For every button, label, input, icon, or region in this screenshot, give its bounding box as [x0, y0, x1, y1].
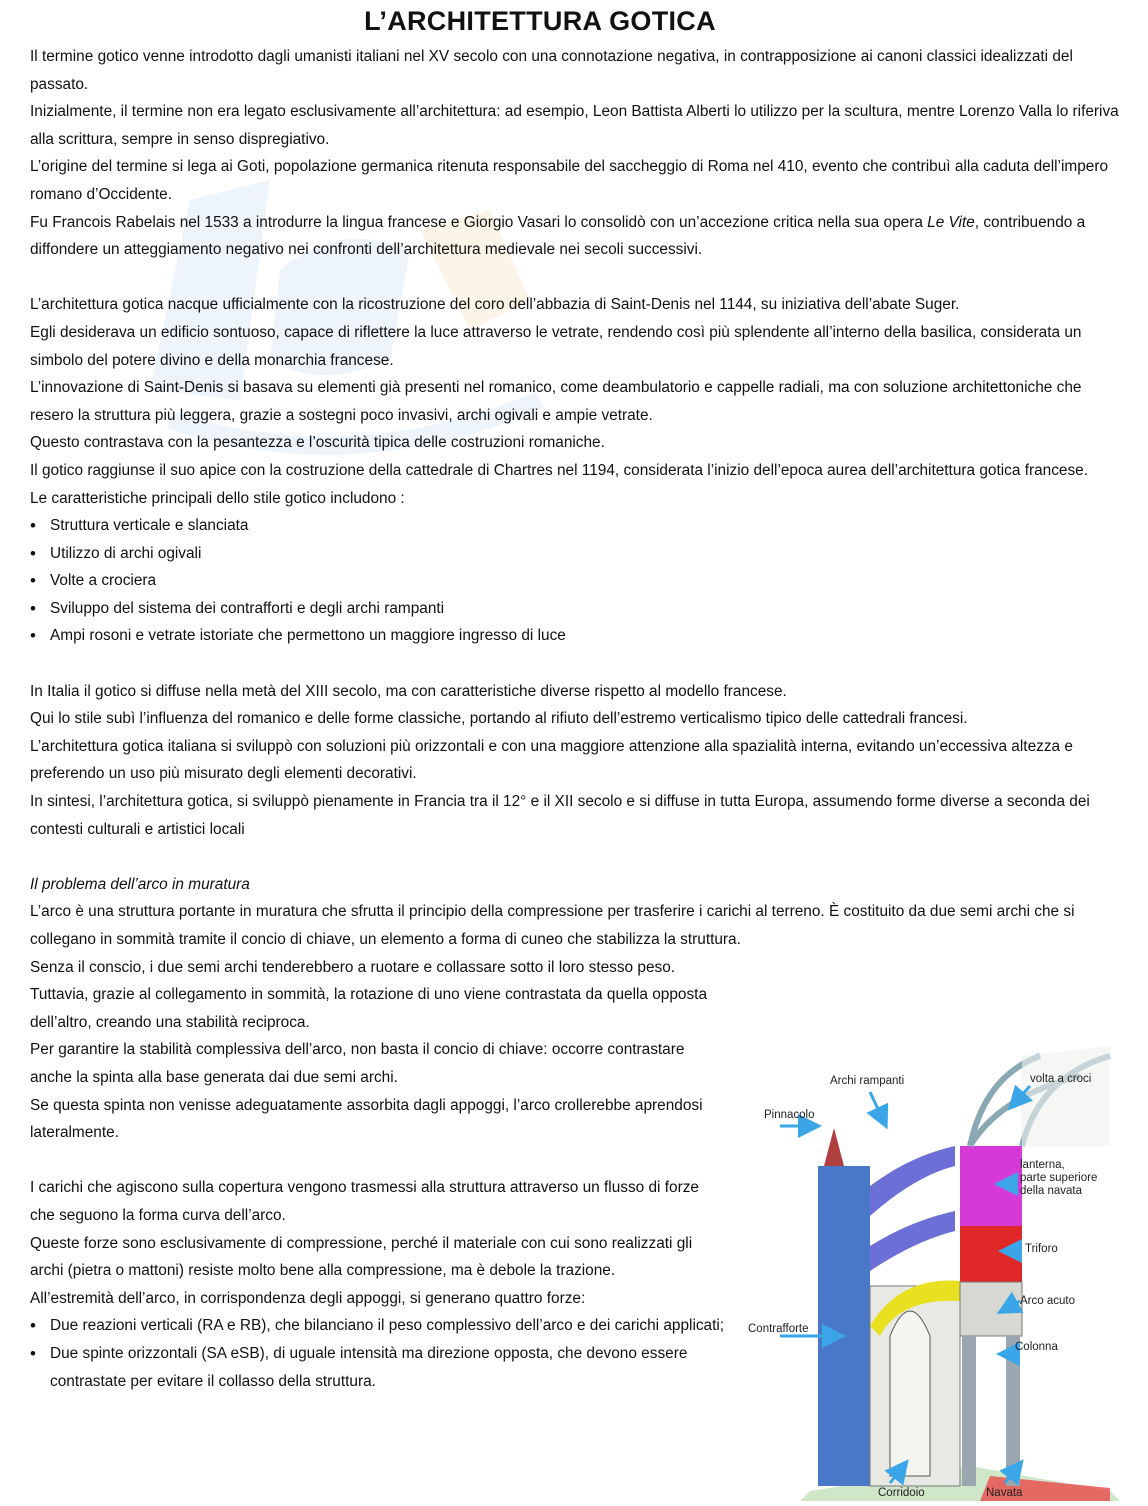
paragraph-arch-3: Tuttavia, grazie al collegamento in sommità, la rotazione di uno viene contrastata da quella opposta dell’altro, creando una stabilità reciproca.: [30, 986, 708, 1031]
label-pinnacolo: Pinnacolo: [764, 1109, 815, 1121]
section-heading-arch: Il problema dell’arco in muratura: [30, 875, 250, 893]
label-volta-a-croci: volta a croci: [1030, 1073, 1092, 1085]
paragraph-intro-3: L’origine del termine si lega ai Goti, popolazione germanica ritenuta responsabile del saccheggio di Roma nel 410, evento che contribuì alla caduta dell’impero romano d’Occidente.: [30, 158, 1108, 203]
label-lanterna-1: lanterna,: [1020, 1159, 1065, 1171]
label-archi-rampanti: Archi rampanti: [830, 1075, 905, 1087]
paragraph-italy-1: In Italia il gotico si diffuse nella metà del XIII secolo, ma con caratteristiche diverse rispetto al modello francese.: [30, 682, 787, 700]
label-navata: Navata: [986, 1487, 1023, 1499]
gothic-cathedral-diagram: [740, 1036, 1120, 1501]
list-item: • Volte a crociera: [50, 567, 1120, 595]
paragraph-arch-4: Per garantire la stabilità complessiva dell’arco, non basta il concio di chiave: occorre contrastare anche la spinta alla base generata dai due semi archi.: [30, 1041, 685, 1086]
label-lanterna-3: della navata: [1020, 1185, 1083, 1197]
paragraph-italy-3: L’architettura gotica italiana si sviluppò con soluzioni più orizzontali e con una maggiore attenzione alla spazialità interna, evitando un’eccessiva altezza e preferendo un uso più misurato degli elementi decorativi.: [30, 737, 1073, 783]
paragraph-origins-2: Egli desiderava un edificio sontuoso, capace di riflettere la luce attraverso le vetrate, rendendo così più splendente all’interno della basilica, considerata un simbolo del potere divino e della monarchia francese.: [30, 323, 1082, 369]
paragraph-origins-1: L’architettura gotica nacque ufficialmente con la ricostruzione del coro dell’abbazia di Saint-Denis nel 1144, su iniziativa dell’abate Suger.: [30, 296, 960, 314]
paragraph-origins-4: Questo contrastava con la pesantezza e l’oscurità tipica delle costruzioni romaniche.: [30, 434, 605, 452]
paragraph-arch-7: Queste forze sono esclusivamente di compressione, perché il materiale con cui sono realizzati gli archi (pietra o mattoni) resiste molto bene alla compressione, ma è debole la trazione.: [30, 1234, 693, 1280]
paragraph-arch-6: I carichi che agiscono sulla copertura vengono trasmessi alla struttura attraverso un flusso di forze che seguono la forma curva dell’arco.: [30, 1179, 699, 1224]
page-title: L’ARCHITETTURA GOTICA: [364, 6, 716, 36]
rabelais-text-after: , contribuendo a diffondere un atteggiamento negativo nei confronti dell’architettura medievale nei secoli successivi.: [30, 213, 1086, 259]
features-list: [30, 512, 1120, 650]
list-item: • Sviluppo del sistema dei contrafforti e degli archi rampanti: [50, 595, 1120, 623]
paragraph-rabelais: [30, 209, 1120, 264]
label-triforo: Triforo: [1025, 1243, 1058, 1255]
buttress-shape: [818, 1166, 870, 1486]
list-item: • Due spinte orizzontali (SA eSB), di uguale intensità ma direzione opposta, che devono essere contrastate per evitare il collasso della struttura.: [50, 1340, 730, 1395]
list-item: • Utilizzo di archi ogivali: [50, 540, 1120, 568]
label-lanterna-2: parte superiore: [1020, 1172, 1098, 1184]
label-contrafforte: Contrafforte: [748, 1323, 809, 1335]
paragraph-origins-6: Le caratteristiche principali dello stile gotico includono :: [30, 489, 405, 507]
lantern-shape: [960, 1146, 1022, 1226]
paragraph-arch-2: Senza il conscio, i due semi archi tenderebbero a ruotare e collassare sotto il loro stesso peso.: [30, 958, 676, 976]
paragraph-italy-4: In sintesi, l’architettura gotica, si sviluppò pienamente in Francia tra il 12° e il XII secolo e si diffuse in tutta Europa, assumendo forme diverse a seconda dei contesti culturali e artistici locali: [30, 793, 1090, 838]
work-title-le-vite: Le Vite: [927, 213, 975, 231]
label-corridoio: Corridoio: [878, 1487, 925, 1499]
paragraph-intro-1: Il termine gotico venne introdotto dagli umanisti italiani nel XV secolo con una connotazione negativa, in contrapposizione ai canoni classici idealizzati del passato.: [30, 48, 1073, 93]
triforium-shape: [960, 1226, 1022, 1282]
paragraph-origins-3: L’innovazione di Saint-Denis si basava su elementi già presenti nel romanico, come deambulatorio e cappelle radiali, ma con soluzione architettoniche che resero la struttura più leggera, grazie a sostegni poco invasivi, archi ogivali e ampie vetrate.: [30, 379, 1082, 424]
label-arco-acuto: Arco acuto: [1020, 1295, 1075, 1307]
paragraph-arch-1: L’arco è una struttura portante in muratura che sfrutta il principio della compressione per trasferire i carichi al terreno. È costituito da due semi archi che si collegano in sommità tramite il concio di chiave, un elemento a forma di cuneo che stabilizza la struttura.: [30, 903, 1075, 948]
paragraph-italy-2: Qui lo stile subì l’influenza del romanico e delle forme classiche, portando al rifiuto dell’estremo verticalismo tipico delle cattedrali francesi.: [30, 710, 968, 728]
list-item: • Struttura verticale e slanciata: [50, 512, 1120, 540]
paragraph-arch-8: All’estremità dell’arco, in corrispondenza degli appoggi, si generano quattro forze:: [30, 1289, 586, 1307]
paragraph-intro-2: Inizialmente, il termine non era legato esclusivamente all’architettura: ad esempio, Leon Battista Alberti lo utilizzo per la scultura, mentre Lorenzo Valla lo riferiva alla scrittura, sempre in senso dispregiativo.: [30, 103, 1119, 148]
flying-buttress-shape: [870, 1146, 955, 1216]
paragraph-origins-5: Il gotico raggiunse il suo apice con la costruzione della cattedrale di Chartres nel 1194, considerata l’inizio dell’epoca aurea dell’architettura gotica francese.: [30, 461, 1089, 479]
list-item: • Ampi rosoni e vetrate istoriate che permettono un maggiore ingresso di luce: [50, 622, 1120, 650]
column-shape: [962, 1336, 976, 1486]
forces-list: [30, 1312, 730, 1395]
label-colonna: Colonna: [1015, 1341, 1058, 1353]
rabelais-text-before: Fu Francois Rabelais nel 1533 a introdurre la lingua francese e Giorgio Vasari lo consolidò con un’accezione critica nella sua opera: [30, 213, 928, 231]
paragraph-arch-5: Se questa spinta non venisse adeguatamente assorbita dagli appoggi, l’arco crollerebbe aprendosi lateralmente.: [30, 1096, 703, 1142]
list-item: • Due reazioni verticali (RA e RB), che bilanciano il peso complessivo dell’arco e dei carichi applicati;: [50, 1312, 730, 1340]
